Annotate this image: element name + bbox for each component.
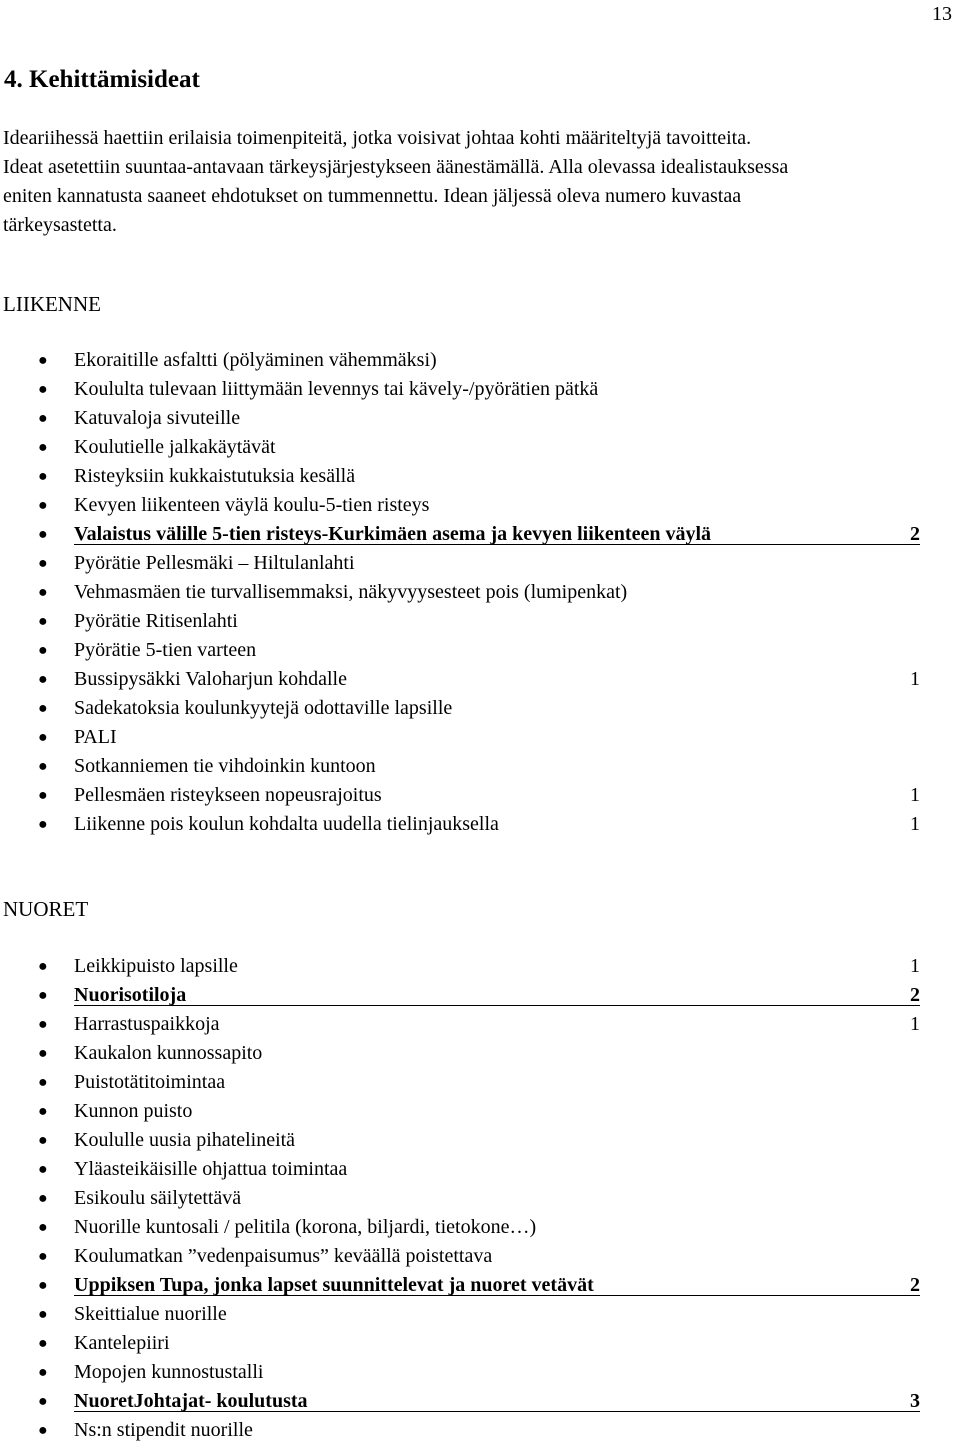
list-item (0, 752, 960, 781)
priority-number: 2 (910, 984, 920, 1006)
idea-text: Yläasteikäisille ohjattua toimintaa (74, 1158, 348, 1180)
priority-number: 1 (910, 668, 920, 690)
list-item (0, 781, 960, 810)
intro-line: Ideariihessä haettiin erilaisia toimenpiteitä, jotka voisivat johtaa kohti määriteltyjä tavoitteita. (3, 127, 752, 149)
idea-list-liikenne (0, 346, 960, 839)
idea-text: Kaukalon kunnossapito (74, 1042, 263, 1064)
bullet-icon: ● (38, 584, 48, 601)
bullet-icon: ● (38, 729, 48, 746)
highlight-underline (74, 1411, 920, 1412)
idea-text: Puistotätitoimintaa (74, 1071, 226, 1093)
idea-text: Ekoraitille asfaltti (pölyäminen vähemmäksi) (74, 349, 437, 371)
bullet-icon: ● (38, 1335, 48, 1352)
idea-text: Esikoulu säilytettävä (74, 1187, 242, 1209)
bullet-icon: ● (38, 758, 48, 775)
idea-text: Uppiksen Tupa, jonka lapset suunnittelevat ja nuoret vetävät (74, 1274, 594, 1296)
idea-text: Pellesmäen risteykseen nopeusrajoitus (74, 784, 382, 806)
list-item (0, 723, 960, 752)
list-item (0, 462, 960, 491)
list-item (0, 952, 960, 981)
idea-text: Koulutielle jalkakäytävät (74, 436, 276, 458)
list-item (0, 1097, 960, 1126)
bullet-icon: ● (38, 1219, 48, 1236)
idea-text: Harrastuspaikkoja (74, 1013, 220, 1035)
list-item (0, 1155, 960, 1184)
bullet-icon: ● (38, 1132, 48, 1149)
bullet-icon: ● (38, 1277, 48, 1294)
bullet-icon: ● (38, 613, 48, 630)
bullet-icon: ● (38, 526, 48, 543)
list-item (0, 549, 960, 578)
list-item (0, 665, 960, 694)
idea-text: Pyörätie Ritisenlahti (74, 610, 238, 632)
bullet-icon: ● (38, 352, 48, 369)
idea-text: Kantelepiiri (74, 1332, 170, 1354)
bullet-icon: ● (38, 439, 48, 456)
list-item (0, 433, 960, 462)
bullet-icon: ● (38, 642, 48, 659)
priority-number: 1 (910, 955, 920, 977)
idea-text: Mopojen kunnostustalli (74, 1361, 264, 1383)
intro-line: eniten kannatusta saaneet ehdotukset on tummennettu. Idean jäljessä oleva numero kuvastaa (3, 185, 742, 207)
list-item (0, 636, 960, 665)
idea-text: Koululta tulevaan liittymään levennys tai kävely-/pyörätien pätkä (74, 378, 599, 400)
list-item (0, 981, 960, 1010)
list-item (0, 1416, 960, 1445)
idea-list-nuoret (0, 952, 960, 1445)
list-item (0, 694, 960, 723)
bullet-icon: ● (38, 671, 48, 688)
bullet-icon: ● (38, 1103, 48, 1120)
idea-text: Vehmasmäen tie turvallisemmaksi, näkyvyysesteet pois (lumipenkat) (74, 581, 628, 603)
idea-text: Katuvaloja sivuteille (74, 407, 241, 429)
list-item (0, 1213, 960, 1242)
idea-text: Nuorisotiloja (74, 984, 187, 1006)
priority-number: 2 (910, 523, 920, 545)
highlight-underline (74, 1295, 920, 1296)
idea-text: Leikkipuisto lapsille (74, 955, 238, 977)
intro-line: Ideat asetettiin suuntaa-antavaan tärkeysjärjestykseen äänestämällä. Alla olevassa idealistauksessa (3, 156, 789, 178)
list-item (0, 1184, 960, 1213)
idea-text: NuoretJohtajat- koulutusta (74, 1390, 308, 1412)
highlight-underline (74, 1005, 920, 1006)
list-item (0, 1358, 960, 1387)
idea-text: Bussipysäkki Valoharjun kohdalle (74, 668, 347, 690)
idea-text: Sotkanniemen tie vihdoinkin kuntoon (74, 755, 376, 777)
list-item (0, 520, 960, 549)
list-item (0, 1387, 960, 1416)
bullet-icon: ● (38, 468, 48, 485)
priority-number: 2 (910, 1274, 920, 1296)
list-item (0, 1039, 960, 1068)
bullet-icon: ● (38, 1422, 48, 1439)
bullet-icon: ● (38, 1248, 48, 1265)
bullet-icon: ● (38, 987, 48, 1004)
bullet-icon: ● (38, 1045, 48, 1062)
list-item (0, 578, 960, 607)
bullet-icon: ● (38, 958, 48, 975)
idea-text: Valaistus välille 5-tien risteys-Kurkimäen asema ja kevyen liikenteen väylä (74, 523, 712, 545)
list-item (0, 491, 960, 520)
priority-number: 1 (910, 813, 920, 835)
list-item (0, 1271, 960, 1300)
bullet-icon: ● (38, 1074, 48, 1091)
list-item (0, 810, 960, 839)
list-item (0, 1242, 960, 1271)
bullet-icon: ● (38, 1190, 48, 1207)
idea-text: Koululle uusia pihatelineitä (74, 1129, 296, 1151)
idea-text: PALI (74, 726, 117, 748)
idea-text: Kevyen liikenteen väylä koulu-5-tien risteys (74, 494, 430, 516)
list-item (0, 1329, 960, 1358)
bullet-icon: ● (38, 787, 48, 804)
list-item (0, 1068, 960, 1097)
page-heading: 4. Kehittämisideat (4, 66, 200, 93)
bullet-icon: ● (38, 700, 48, 717)
idea-text: Sadekatoksia koulunkyytejä odottaville lapsille (74, 697, 453, 719)
list-item (0, 607, 960, 636)
idea-text: Pyörätie 5-tien varteen (74, 639, 257, 661)
highlight-underline (74, 544, 920, 545)
page-number: 13 (932, 3, 952, 25)
list-item (0, 1126, 960, 1155)
bullet-icon: ● (38, 1016, 48, 1033)
list-item (0, 375, 960, 404)
bullet-icon: ● (38, 555, 48, 572)
idea-text: Ns:n stipendit nuorille (74, 1419, 253, 1441)
section-title-nuoret: NUORET (3, 897, 89, 921)
idea-text: Liikenne pois koulun kohdalta uudella tielinjauksella (74, 813, 499, 835)
bullet-icon: ● (38, 1161, 48, 1178)
idea-text: Nuorille kuntosali / pelitila (korona, biljardi, tietokone…) (74, 1216, 537, 1238)
priority-number: 1 (910, 784, 920, 806)
list-item (0, 346, 960, 375)
bullet-icon: ● (38, 816, 48, 833)
intro-line: tärkeysastetta. (3, 214, 117, 236)
idea-text: Skeittialue nuorille (74, 1303, 227, 1325)
bullet-icon: ● (38, 410, 48, 427)
bullet-icon: ● (38, 1364, 48, 1381)
list-item (0, 1300, 960, 1329)
section-title-liikenne: LIIKENNE (3, 292, 101, 316)
idea-text: Kunnon puisto (74, 1100, 193, 1122)
bullet-icon: ● (38, 1306, 48, 1323)
idea-text: Pyörätie Pellesmäki – Hiltulanlahti (74, 552, 355, 574)
intro-paragraph (3, 124, 943, 240)
priority-number: 3 (910, 1390, 920, 1412)
idea-text: Risteyksiin kukkaistutuksia kesällä (74, 465, 356, 487)
list-item (0, 404, 960, 433)
bullet-icon: ● (38, 381, 48, 398)
bullet-icon: ● (38, 497, 48, 514)
list-item (0, 1010, 960, 1039)
priority-number: 1 (910, 1013, 920, 1035)
idea-text: Koulumatkan ”vedenpaisumus” keväällä poistettava (74, 1245, 493, 1267)
bullet-icon: ● (38, 1393, 48, 1410)
